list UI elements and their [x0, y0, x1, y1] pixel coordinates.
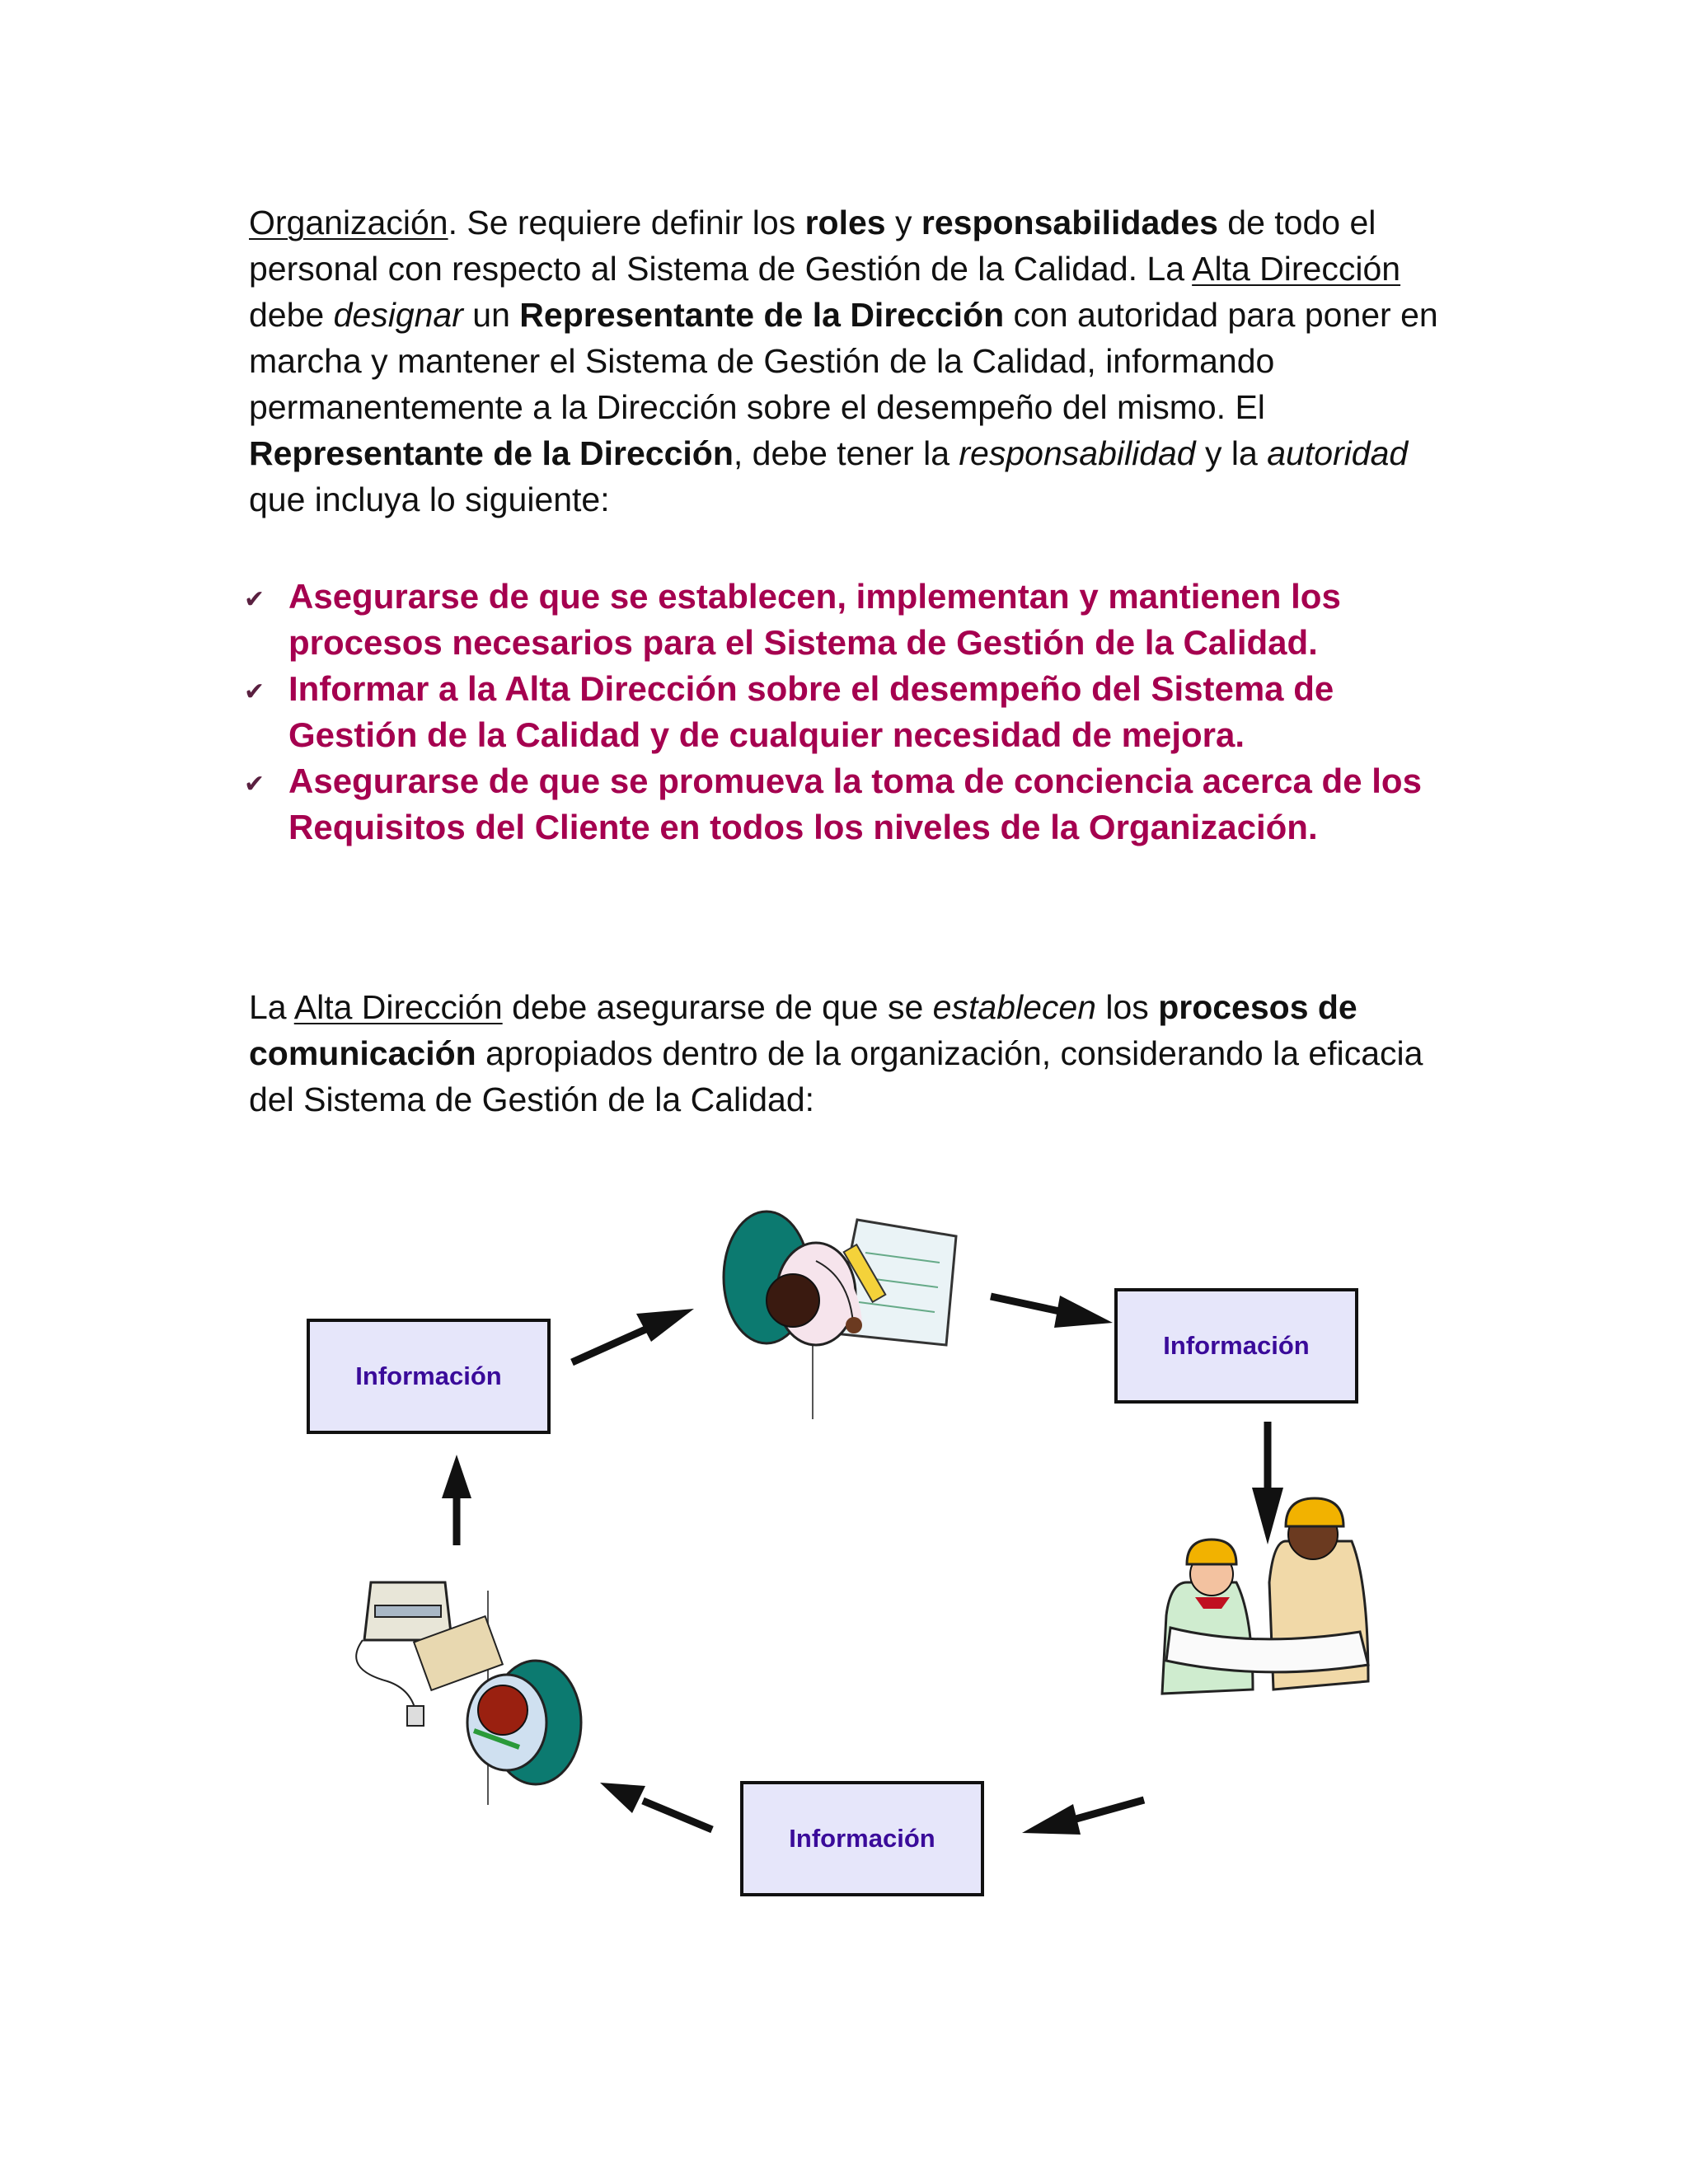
- check-icon: ✔: [244, 678, 265, 705]
- list-item: [239, 758, 1459, 851]
- text-run: La: [249, 988, 294, 1026]
- information-box: Información: [1114, 1288, 1358, 1404]
- arrow-left-down-icon: [1022, 1800, 1144, 1835]
- representante-term: Representante de la Dirección: [249, 434, 734, 472]
- text-run: y la: [1195, 434, 1268, 472]
- text-run: y: [885, 204, 921, 241]
- check-icon: ✔: [244, 771, 265, 798]
- information-box: Información: [740, 1781, 984, 1896]
- text-run: , debe tener la: [733, 434, 959, 472]
- list-item-text: Informar a la Alta Dirección sobre el desempeño del Sistema de Gestión de la Calidad y de cualquier necesidad de mejora.: [288, 669, 1334, 754]
- organizacion-term: Organización: [249, 204, 448, 241]
- designar-term: designar: [333, 296, 463, 334]
- text-run: un: [462, 296, 520, 334]
- alta-direccion-term: Alta Dirección: [293, 988, 503, 1026]
- responsabilidad-term: responsabilidad: [959, 434, 1196, 472]
- roles-term: roles: [804, 204, 886, 241]
- text-run: que incluya lo siguiente:: [249, 480, 610, 518]
- representante-term: Representante de la Dirección: [519, 296, 1005, 334]
- text-run: con autoridad para poner en marcha y mantener el Sistema de Gestión de la Calidad, informando permanentemente a la Dirección sobre el desempeño del mismo. El: [249, 296, 1438, 426]
- arrow-down-icon: [1252, 1422, 1283, 1544]
- arrow-right-up-icon: [572, 1309, 694, 1362]
- list-item: [239, 666, 1459, 758]
- text-run: apropiados dentro de la organización, considerando la eficacia del Sistema de Gestión de la Calidad:: [249, 1034, 1423, 1118]
- text-run: los: [1096, 988, 1159, 1026]
- intro-paragraph: [249, 199, 1452, 523]
- responsibilities-list: [239, 574, 1459, 851]
- arrow-right-icon: [991, 1296, 1113, 1328]
- autoridad-term: autoridad: [1267, 434, 1409, 472]
- alta-direccion-term: Alta Dirección: [1192, 250, 1401, 288]
- computer-operator-illustration: [356, 1582, 581, 1805]
- list-item-text: Asegurarse de que se establecen, implementan y mantienen los procesos necesarios para el Sistema de Gestión de la Calidad.: [288, 577, 1341, 662]
- establecen-term: establecen: [932, 988, 1096, 1026]
- communication-paragraph: [249, 984, 1452, 1122]
- text-run: debe asegurarse de que se: [502, 988, 933, 1026]
- check-icon: ✔: [244, 586, 265, 613]
- procesos-term: procesos de comunicación: [249, 988, 1357, 1072]
- communication-cycle-diagram: [0, 1154, 1688, 1937]
- responsabilidades-term: responsabilidades: [921, 204, 1218, 241]
- information-box: Información: [307, 1319, 551, 1434]
- arrow-up-icon: [442, 1455, 471, 1545]
- list-item-text: Asegurarse de que se promueva la toma de conciencia acerca de los Requisitos del Cliente en todos los niveles de la Organización.: [288, 762, 1422, 846]
- text-run: . Se requiere definir los: [448, 204, 805, 241]
- arrow-left-up-icon: [600, 1783, 712, 1830]
- text-run: de todo el personal con respecto al Sistema de Gestión de la Calidad. La: [249, 204, 1376, 288]
- text-run: debe: [249, 296, 334, 334]
- engineer-drafting-illustration: [724, 1212, 956, 1419]
- list-item: [239, 574, 1459, 666]
